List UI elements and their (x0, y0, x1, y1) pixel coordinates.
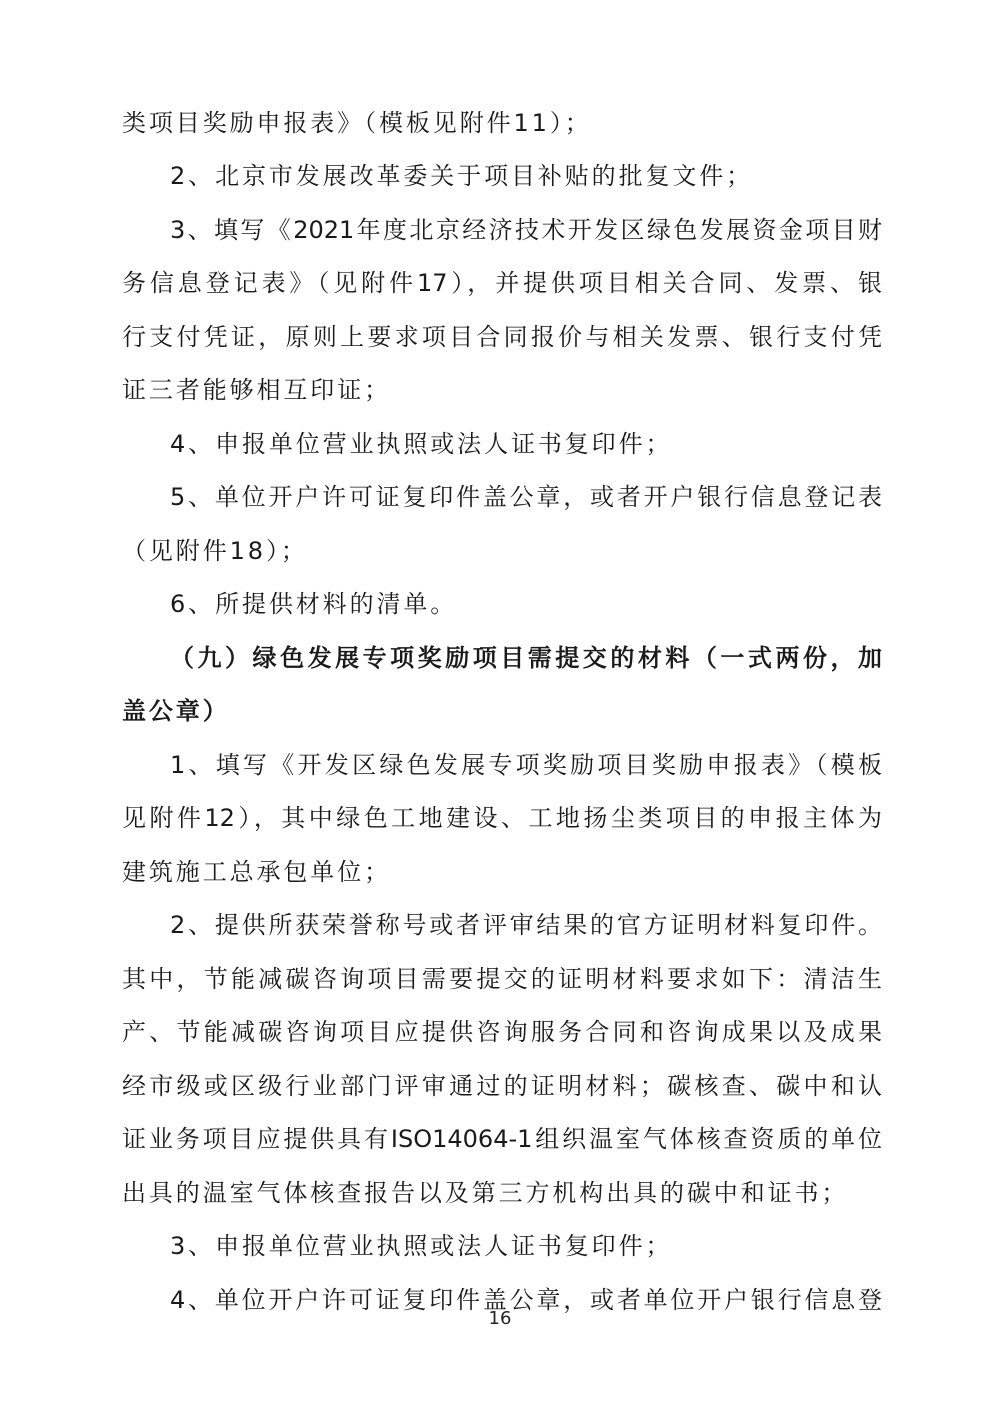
text-line: 类项目奖励申报表》（模板见附件11）； (122, 109, 592, 137)
text-line: 行支付凭证，原则上要求项目合同报价与相关发票、银行支付凭 (122, 323, 882, 351)
text-line: 见附件12），其中绿色工地建设、工地扬尘类项目的申报主体为 (122, 804, 882, 832)
text-line: 4、申报单位营业执照或法人证书复印件； (170, 430, 673, 458)
text-line: 6、所提供材料的清单。 (170, 590, 458, 618)
text-line: 4、单位开户许可证复印件盖公章，或者单位开户银行信息登 (170, 1286, 882, 1314)
text-line: 证业务项目应提供具有ISO14064-1组织温室气体核查资质的单位 (122, 1125, 882, 1153)
text-line: 建筑施工总承包单位； (122, 858, 391, 886)
text-line: （见附件18）； (122, 537, 308, 565)
section-heading: （九）绿色发展专项奖励项目需提交的材料（一式两份，加 (170, 644, 882, 672)
text-line: 产、节能减碳咨询项目应提供咨询服务合同和咨询成果以及成果 (122, 1018, 882, 1046)
text-line: 2、北京市发展改革委关于项目补贴的批复文件； (170, 162, 754, 190)
text-line: 经市级或区级行业部门评审通过的证明材料；碳核查、碳中和认 (122, 1072, 882, 1100)
page-number: 16 (488, 1308, 512, 1329)
text-line: 1、填写《开发区绿色发展专项奖励项目奖励申报表》（模板 (170, 751, 882, 779)
text-line: 2、提供所获荣誉称号或者评审结果的官方证明材料复印件。 (170, 911, 882, 939)
text-line: 5、单位开户许可证复印件盖公章，或者开户银行信息登记表 (170, 483, 882, 511)
section-heading: 盖公章） (122, 697, 230, 725)
text-line: 3、申报单位营业执照或法人证书复印件； (170, 1232, 673, 1260)
text-line: 证三者能够相互印证； (122, 376, 391, 404)
text-line: 其中，节能减碳咨询项目需要提交的证明材料要求如下：清洁生 (122, 965, 882, 993)
text-line: 出具的温室气体核查报告以及第三方机构出具的碳中和证书； (122, 1179, 849, 1207)
text-line: 务信息登记表》（见附件17），并提供项目相关合同、发票、银 (122, 269, 882, 297)
text-line: 3、填写《2021年度北京经济技术开发区绿色发展资金项目财 (170, 216, 882, 244)
